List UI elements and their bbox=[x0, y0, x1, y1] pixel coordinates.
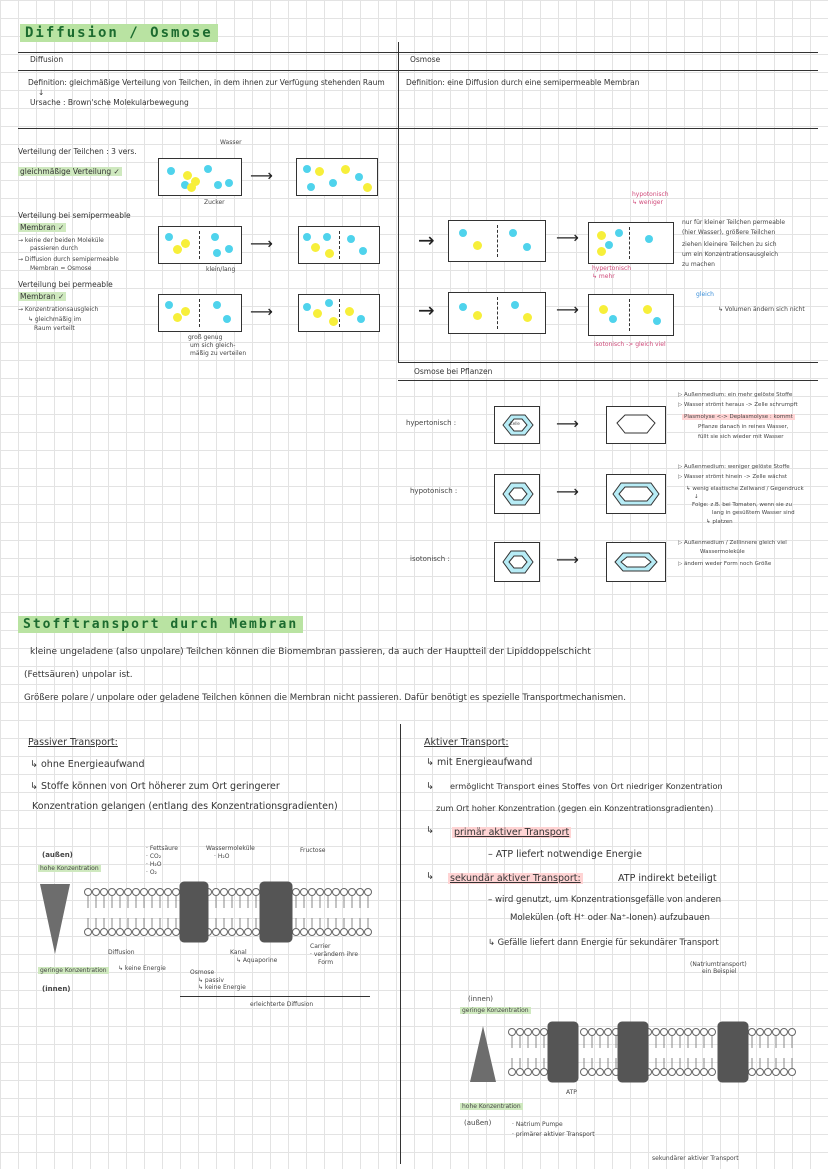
lipid-head bbox=[541, 1069, 548, 1076]
lipid-head bbox=[93, 889, 100, 896]
hypertonisch-2: ↳ mehr bbox=[592, 273, 615, 280]
active-gradient-triangle bbox=[470, 1026, 496, 1082]
plants-isotonisch: isotonisch : bbox=[410, 555, 450, 563]
lipid-head bbox=[693, 1069, 700, 1076]
lipid-head bbox=[765, 1069, 772, 1076]
lipid-head bbox=[141, 929, 148, 936]
lipid-head bbox=[237, 929, 244, 936]
osmose-tank-end bbox=[588, 222, 674, 264]
perm-note-3: Raum verteilt bbox=[34, 325, 75, 332]
arrow-right-icon: ⟶ bbox=[250, 234, 273, 253]
lipid-head bbox=[709, 1069, 716, 1076]
diffusion-definition: Definition: gleichmäßige Verteilung von Teilchen, in dem ihnen zur Verfügung stehenden Raum bbox=[28, 78, 385, 87]
lipid-head bbox=[301, 889, 308, 896]
hohe-konzentration-label: hohe Konzentration bbox=[40, 865, 99, 872]
lipid-head bbox=[85, 929, 92, 936]
osmose-note-2: (hier Wasser), größere Teilchen bbox=[682, 229, 776, 236]
divider bbox=[18, 70, 818, 71]
hyper-note-3: Plasmolyse <-> Deplasmolyse : kommt bbox=[684, 414, 793, 420]
label-gross-1: groß genug bbox=[188, 334, 223, 341]
divider bbox=[18, 128, 818, 129]
lipid-head bbox=[653, 1069, 660, 1076]
lipid-head bbox=[253, 889, 260, 896]
intro-line-2: (Fettsäuren) unpolar ist. bbox=[24, 670, 133, 680]
lipid-head bbox=[125, 929, 132, 936]
label-zucker: Zucker bbox=[204, 199, 225, 206]
label-klein: klein/lang bbox=[206, 266, 236, 273]
lipid-head bbox=[781, 1069, 788, 1076]
secondary-heading: sekundär aktiver Transport: bbox=[450, 873, 581, 884]
intro-line-3: Größere polare / unpolare oder geladene Teilchen können die Membran nicht passieren. Dafür benötigt es spezielle Transportmechanismen. bbox=[24, 693, 626, 703]
lipid-head bbox=[173, 929, 180, 936]
lipid-head bbox=[101, 929, 108, 936]
lipid-head bbox=[85, 889, 92, 896]
lipid-head bbox=[677, 1069, 684, 1076]
membrane-protein bbox=[718, 1022, 748, 1082]
lipid-head bbox=[325, 889, 332, 896]
lipid-head bbox=[333, 929, 340, 936]
active-hohe-label: hohe Konzentration bbox=[462, 1103, 521, 1110]
membrane-protein bbox=[260, 882, 292, 942]
lipid-head bbox=[357, 889, 364, 896]
lipid-head bbox=[365, 929, 372, 936]
secondary-sub-3: ↳ Gefälle liefert dann Energie für sekundärer Transport bbox=[488, 937, 719, 947]
arrow-right-icon: → bbox=[418, 228, 435, 252]
lipid-head bbox=[101, 889, 108, 896]
lipid-head bbox=[749, 1069, 756, 1076]
beispiel-2: ein Beispiel bbox=[702, 968, 737, 975]
lipid-head bbox=[221, 929, 228, 936]
passive-line-2: ↳ Stoffe können von Ort höherer zum Ort geringerer bbox=[30, 781, 280, 792]
semipermeable-label-1: Verteilung bei semipermeable bbox=[18, 211, 131, 220]
lipid-head bbox=[693, 1029, 700, 1036]
lipid-head bbox=[109, 929, 116, 936]
active-line-2-arrow: ↳ bbox=[426, 781, 434, 792]
lipid-head bbox=[229, 889, 236, 896]
passive-line-1: ↳ ohne Energieaufwand bbox=[30, 759, 145, 770]
lipid-head bbox=[349, 929, 356, 936]
semi-note-3: → Diffusion durch semipermeable bbox=[18, 256, 119, 263]
arrow-right-icon: ⟶ bbox=[250, 302, 273, 321]
osmose-sub-1: ↳ passiv bbox=[198, 977, 224, 984]
perm-box-end bbox=[298, 294, 380, 332]
lipid-head bbox=[157, 889, 164, 896]
hypotonisch-top-1: hypotonisch bbox=[632, 191, 669, 198]
permeable-label-1: Verteilung bei permeable bbox=[18, 280, 113, 289]
lipid-head bbox=[597, 1029, 604, 1036]
primaer-label: · primärer aktiver Transport bbox=[512, 1131, 595, 1138]
arrow-right-icon: ⟶ bbox=[556, 228, 579, 247]
lipid-head bbox=[509, 1029, 516, 1036]
lipid-head bbox=[341, 889, 348, 896]
perm-note-1: → Konzentrationsausgleich bbox=[18, 306, 99, 313]
diffusion-box-end bbox=[296, 158, 378, 196]
plants-hypertonisch: hypertonisch : bbox=[406, 419, 457, 427]
lipid-head bbox=[789, 1069, 796, 1076]
lipid-head bbox=[749, 1029, 756, 1036]
lipid-head bbox=[293, 929, 300, 936]
lipid-head bbox=[669, 1029, 676, 1036]
arrow-right-icon: ⟶ bbox=[556, 414, 579, 433]
lipid-head bbox=[133, 929, 140, 936]
semi-note-4: Membran = Osmose bbox=[30, 265, 92, 272]
carrier-sub-1: · verändern ihre bbox=[310, 951, 359, 958]
hyper-note-5: füllt sie sich wieder mit Wasser bbox=[698, 434, 784, 440]
cause-text: Ursache : Brown'sche Molekularbewegung bbox=[30, 98, 189, 107]
osmose-label: Osmose bbox=[190, 969, 215, 976]
iso-note-2: Wassermoleküle bbox=[700, 549, 745, 555]
hypertonisch-1: hypertonisch bbox=[592, 265, 632, 272]
lipid-head bbox=[157, 929, 164, 936]
column-divider bbox=[400, 724, 401, 1164]
lipid-head bbox=[677, 1029, 684, 1036]
lipid-head bbox=[293, 889, 300, 896]
keine-energie-label: ↳ keine Energie bbox=[118, 965, 166, 972]
lipid-head bbox=[245, 929, 252, 936]
lipid-head bbox=[165, 889, 172, 896]
osmose-tank-start bbox=[448, 220, 546, 262]
lipid-head bbox=[765, 1029, 772, 1036]
cell-label: Zelle bbox=[510, 421, 520, 426]
lipid-head bbox=[605, 1069, 612, 1076]
label-gross-2: um sich gleich- bbox=[190, 342, 236, 349]
lipid-head bbox=[173, 889, 180, 896]
lipid-head bbox=[701, 1029, 708, 1036]
lipid-head bbox=[517, 1029, 524, 1036]
lipid-head bbox=[709, 1029, 716, 1036]
lipid-head bbox=[221, 889, 228, 896]
active-line-3: zum Ort hoher Konzentration (gegen ein Konzentrationsgradienten) bbox=[436, 803, 714, 813]
label-gross-3: mäßig zu verteilen bbox=[190, 350, 247, 357]
h2o-label: · H₂O bbox=[146, 861, 162, 868]
hyper-note-4: Pflanze danach in reines Wasser, bbox=[698, 424, 789, 430]
carrier-label: Carrier bbox=[310, 943, 331, 950]
lipid-head bbox=[757, 1029, 764, 1036]
lipid-head bbox=[597, 1069, 604, 1076]
osmose-note-4: um ein Konzentrationsausgleich bbox=[682, 251, 779, 258]
fettsaeure-label: · Fettsäure bbox=[146, 845, 178, 852]
lipid-head bbox=[533, 1069, 540, 1076]
lipid-head bbox=[125, 889, 132, 896]
osmose-definition: Definition: eine Diffusion durch eine semipermeable Membran bbox=[406, 78, 640, 87]
secondary-sub-2: Molekülen (oft H⁺ oder Na⁺-Ionen) aufzubauen bbox=[510, 913, 710, 923]
arrow-right-icon: → bbox=[418, 298, 435, 322]
osmose-tank-start-2 bbox=[448, 292, 546, 334]
semipermeable-label-2: Membran ✓ bbox=[20, 223, 65, 232]
footer-label: sekundärer aktiver Transport bbox=[652, 1155, 739, 1162]
divider bbox=[18, 52, 818, 53]
lipid-head bbox=[149, 889, 156, 896]
active-line-1: ↳ mit Energieaufwand bbox=[426, 757, 533, 768]
hypo-note-5: Folge: z.B. bei Tomaten, wenn sie zu bbox=[692, 502, 792, 508]
volumen-note: ↳ Volumen ändern sich nicht bbox=[718, 306, 805, 313]
lipid-head bbox=[317, 889, 324, 896]
section-title-diffusion: Diffusion / Osmose bbox=[20, 24, 218, 42]
lipid-head bbox=[165, 929, 172, 936]
lipid-head bbox=[133, 889, 140, 896]
lipid-head bbox=[517, 1069, 524, 1076]
lipid-head bbox=[789, 1029, 796, 1036]
lipid-head bbox=[357, 929, 364, 936]
lipid-head bbox=[685, 1069, 692, 1076]
hypo-note-7: ↳ platzen bbox=[706, 519, 733, 525]
lipid-head bbox=[309, 889, 316, 896]
osmose-header: Osmose bbox=[410, 55, 441, 64]
lipid-head bbox=[309, 929, 316, 936]
plant-cell-hyper bbox=[494, 406, 540, 444]
co2-label: · CO₂ bbox=[146, 853, 162, 860]
lipid-head bbox=[773, 1029, 780, 1036]
h2o-small-label: · H₂O bbox=[214, 853, 230, 860]
lipid-head bbox=[701, 1069, 708, 1076]
lipid-head bbox=[589, 1029, 596, 1036]
lipid-head bbox=[117, 889, 124, 896]
arrow-right-icon: ⟶ bbox=[556, 300, 579, 319]
kanal-label: Kanal bbox=[230, 949, 247, 956]
plants-title: Osmose bei Pflanzen bbox=[414, 367, 493, 376]
even-distribution-label: gleichmäßige Verteilung ✓ bbox=[20, 167, 120, 176]
active-heading: Aktiver Transport: bbox=[424, 737, 509, 748]
lipid-head bbox=[253, 929, 260, 936]
label-wasser: Wasser bbox=[220, 139, 242, 146]
lipid-head bbox=[581, 1029, 588, 1036]
column-divider bbox=[398, 42, 399, 362]
semi-note-1: → keine der beiden Moleküle bbox=[18, 237, 104, 244]
active-inside-label: (innen) bbox=[468, 995, 494, 1003]
cause-arrow: ↓ bbox=[38, 88, 45, 97]
lipid-head bbox=[685, 1029, 692, 1036]
beispiel-1: (Natriumtransport) bbox=[690, 961, 747, 968]
lipid-head bbox=[653, 1029, 660, 1036]
lipid-head bbox=[237, 889, 244, 896]
perm-box-start bbox=[158, 294, 242, 332]
intro-line-1: kleine ungeladene (also unpolare) Teilchen können die Biomembran passieren, da auch der Hauptteil der Lipiddoppelschicht bbox=[30, 647, 591, 657]
lipid-head bbox=[245, 889, 252, 896]
lipid-head bbox=[581, 1069, 588, 1076]
iso-note-1: ▷ Außenmedium / Zellinnere gleich viel bbox=[678, 540, 787, 546]
hypo-note-6: lang in gesüßtem Wasser sind bbox=[712, 510, 795, 516]
hypo-note-4: ↓ bbox=[694, 494, 699, 500]
secondary-arrow: ↳ bbox=[426, 871, 434, 882]
active-outside-label: (außen) bbox=[464, 1119, 492, 1127]
osmose-note-3: ziehen kleinere Teilchen zu sich bbox=[682, 241, 777, 248]
permeable-label-2: Membran ✓ bbox=[20, 292, 65, 301]
plant-cell-hyper-result bbox=[606, 406, 666, 444]
lipid-head bbox=[117, 929, 124, 936]
bracket-line bbox=[180, 996, 370, 997]
lipid-head bbox=[773, 1069, 780, 1076]
lipid-head bbox=[589, 1069, 596, 1076]
lipid-head bbox=[141, 889, 148, 896]
lipid-head bbox=[109, 889, 116, 896]
lipid-head bbox=[509, 1069, 516, 1076]
lipid-head bbox=[229, 929, 236, 936]
divider bbox=[398, 362, 818, 363]
passive-line-3: Konzentration gelangen (entlang des Konzentrationsgradienten) bbox=[32, 801, 338, 812]
lipid-bilayer bbox=[84, 888, 384, 938]
lipid-head bbox=[365, 889, 372, 896]
erleichterte-diffusion-label: erleichterte Diffusion bbox=[250, 1001, 314, 1008]
lipid-head bbox=[149, 929, 156, 936]
osmose-sub-2: ↳ keine Energie bbox=[198, 984, 246, 991]
lipid-head bbox=[341, 929, 348, 936]
lipid-head bbox=[533, 1029, 540, 1036]
o2-label: · O₂ bbox=[146, 869, 157, 876]
iso-note-3: ▷ ändern weder Form noch Größe bbox=[678, 561, 772, 567]
perm-note-2: ↳ gleichmäßig im bbox=[28, 316, 82, 323]
osmose-note-5: zu machen bbox=[682, 261, 715, 268]
carrier-sub-2: Form bbox=[318, 959, 334, 966]
atp-label: ATP bbox=[566, 1089, 577, 1096]
plants-hypotonisch: hypotonisch : bbox=[410, 487, 458, 495]
membrane-protein bbox=[548, 1022, 578, 1082]
plant-cell-hypo-result bbox=[606, 474, 666, 514]
plant-cell-hypo bbox=[494, 474, 540, 514]
lipid-head bbox=[605, 1029, 612, 1036]
lipid-head bbox=[757, 1069, 764, 1076]
hyper-note-1: ▷ Außenmedium: ein mehr gelöste Stoffe bbox=[678, 392, 793, 398]
diffusion-box-start bbox=[158, 158, 242, 196]
active-line-2: ermöglicht Transport eines Stoffes von Ort niedriger Konzentration bbox=[450, 781, 723, 791]
hypotonisch-top-2: ↳ weniger bbox=[632, 199, 663, 206]
arrow-right-icon: ⟶ bbox=[556, 482, 579, 501]
primary-arrow: ↳ bbox=[426, 825, 434, 836]
arrow-right-icon: ⟶ bbox=[250, 166, 273, 185]
section-title-stofftransport: Stofftransport durch Membran bbox=[18, 616, 303, 633]
kanal-sub-label: ↳ Aquaporine bbox=[236, 957, 278, 964]
lipid-head bbox=[213, 889, 220, 896]
primary-heading: primär aktiver Transport bbox=[454, 827, 570, 838]
passive-heading: Passiver Transport: bbox=[28, 737, 118, 748]
inside-label: (innen) bbox=[42, 985, 71, 993]
outside-label: (außen) bbox=[42, 851, 73, 859]
lipid-head bbox=[525, 1029, 532, 1036]
active-geringe-label: geringe Konzentration bbox=[462, 1007, 529, 1014]
hypo-note-2: ▷ Wasser strömt hinein -> Zelle wächst bbox=[678, 474, 788, 480]
gleich-label: gleich bbox=[696, 291, 714, 298]
hyper-note-2: ▷ Wasser strömt heraus -> Zelle schrumpft bbox=[678, 402, 798, 408]
secondary-note: ATP indirekt beteiligt bbox=[618, 873, 717, 884]
gradient-triangle bbox=[40, 884, 70, 964]
lipid-head bbox=[525, 1069, 532, 1076]
lipid-head bbox=[661, 1069, 668, 1076]
membrane-protein bbox=[180, 882, 208, 942]
fructose-label: Fructose bbox=[300, 847, 326, 854]
wassermolekuele-label: Wassermoleküle bbox=[206, 845, 255, 852]
secondary-sub-1: – wird genutzt, um Konzentrationsgefälle von anderen bbox=[488, 895, 722, 905]
lipid-head bbox=[317, 929, 324, 936]
lipid-head bbox=[349, 889, 356, 896]
diffusion-header: Diffusion bbox=[30, 55, 64, 64]
active-bilayer bbox=[508, 1028, 808, 1084]
hypo-note-3: ↳ wenig elastische Zellwand / Gegendruck bbox=[686, 486, 804, 492]
isotonisch-label: isotonisch -> gleich viel bbox=[594, 341, 666, 348]
semi-note-2: passieren durch bbox=[30, 245, 78, 252]
lipid-head bbox=[301, 929, 308, 936]
membrane-protein bbox=[618, 1022, 648, 1082]
geringe-konzentration-label: geringe Konzentration bbox=[40, 967, 107, 974]
lipid-head bbox=[93, 929, 100, 936]
lipid-head bbox=[669, 1069, 676, 1076]
plant-cell-iso-result bbox=[606, 542, 666, 582]
primary-sub: – ATP liefert notwendige Energie bbox=[488, 849, 642, 860]
lipid-head bbox=[325, 929, 332, 936]
lipid-head bbox=[541, 1029, 548, 1036]
arrow-right-icon: ⟶ bbox=[556, 550, 579, 569]
semi-box-end bbox=[298, 226, 380, 264]
plant-cell-iso bbox=[494, 542, 540, 582]
semi-box-start bbox=[158, 226, 242, 264]
natrium-label: · Natrium Pumpe bbox=[512, 1121, 563, 1128]
diffusion-label: Diffusion bbox=[108, 949, 135, 956]
lipid-head bbox=[333, 889, 340, 896]
divider bbox=[398, 380, 818, 381]
hypo-note-1: ▷ Außenmedium: weniger gelöste Stoffe bbox=[678, 464, 790, 470]
lipid-head bbox=[661, 1029, 668, 1036]
distribution-title: Verteilung der Teilchen : 3 vers. bbox=[18, 147, 137, 156]
lipid-head bbox=[213, 929, 220, 936]
osmose-note-1: nur für kleiner Teilchen permeable bbox=[682, 219, 786, 226]
lipid-head bbox=[781, 1029, 788, 1036]
osmose-tank-end-2 bbox=[588, 294, 674, 336]
